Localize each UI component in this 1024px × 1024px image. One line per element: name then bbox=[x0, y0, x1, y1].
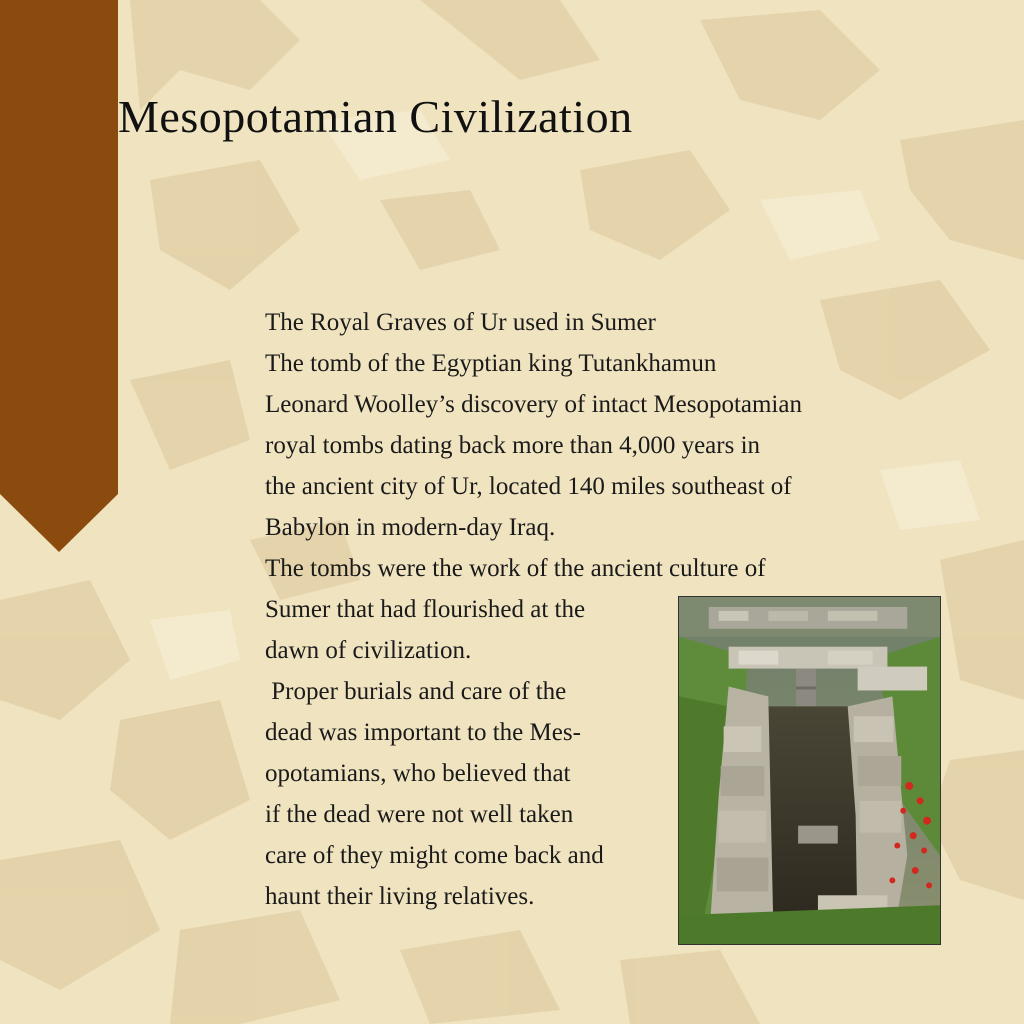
text-line: Babylon in modern-day Iraq. bbox=[265, 514, 556, 541]
text-line: The Royal Graves of Ur used in Sumer bbox=[265, 309, 656, 336]
text-line: dawn of civilization. bbox=[265, 637, 472, 664]
text-line: opotamians, who believed that bbox=[265, 760, 571, 787]
page-title: Mesopotamian Civilization bbox=[118, 91, 633, 142]
text-line: Sumer that had flourished at the bbox=[265, 596, 586, 623]
ribbon-bookmark bbox=[0, 0, 118, 552]
text-line: haunt their living relatives. bbox=[265, 883, 535, 910]
text-line: the ancient city of Ur, located 140 miles southeast of bbox=[265, 473, 792, 500]
text-line: if the dead were not well taken bbox=[265, 801, 574, 828]
text-line: The tomb of the Egyptian king Tutankhamun bbox=[265, 350, 717, 377]
text-line: Proper burials and care of the bbox=[265, 678, 567, 705]
text-line: The tombs were the work of the ancient culture of bbox=[265, 555, 766, 582]
text-line: care of they might come back and bbox=[265, 842, 604, 869]
ruins-photo-icon bbox=[679, 597, 940, 944]
text-line: dead was important to the Mes- bbox=[265, 719, 581, 746]
ruins-photo bbox=[678, 596, 941, 945]
text-line: Leonard Woolley’s discovery of intact Mesopotamian bbox=[265, 391, 802, 418]
text-line: royal tombs dating back more than 4,000 years in bbox=[265, 432, 761, 459]
